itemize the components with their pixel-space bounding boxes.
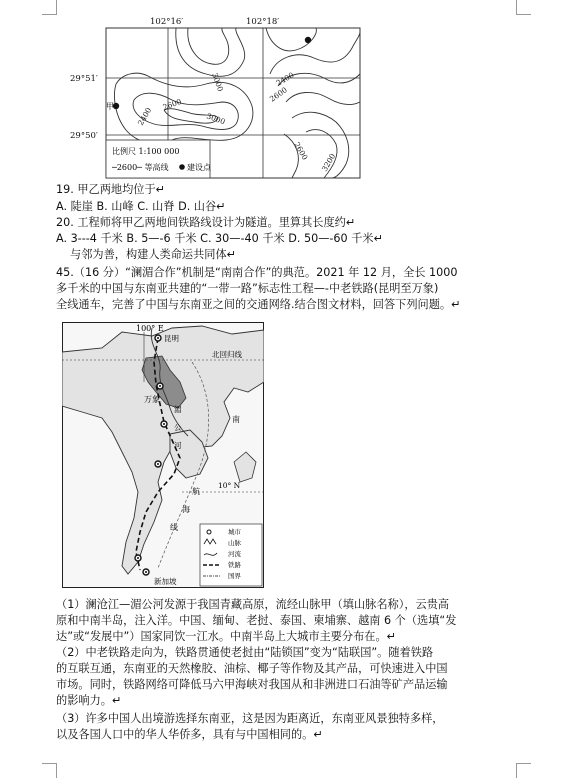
longitude-label: 102°18′ [246, 17, 280, 27]
contour-label: 2400 [274, 70, 296, 88]
answer-1-line: 原和中南半岛，注入洋。中国、缅甸、老挝、泰国、柬埔寨、越南 6 个（选填“发 [56, 614, 457, 627]
latitude-label: 29°50′ [70, 131, 98, 141]
crop-mark-top-left [42, 0, 57, 15]
answer-1-line: （1）澜沧江—湄公河发源于我国青藏高原，流经山脉甲（填山脉名称），云贵高 [56, 598, 450, 611]
topographic-map [56, 14, 366, 182]
contour-label: 2400 [135, 105, 154, 127]
parallel-label: 10° N [218, 481, 241, 490]
legend-site: 建设点 [187, 163, 211, 172]
question-20-options: A. 3---4 千米 B. 5—-6 千米 C. 30—-40 千米 D. 50—-60 千米↵ [56, 232, 383, 245]
question-19: 19. 甲乙两地均位于↵ [56, 183, 166, 196]
crop-mark-top-right [516, 0, 531, 15]
legend-box [106, 140, 210, 178]
answer-3-line: 以及各国人口中的华人华侨多，具有与中国相同的。↵ [56, 728, 323, 741]
answer-2-line: （2）中老铁路走向为，铁路贯通使老挝由“陆锁国”变为“陆联国”。随着铁路 [56, 646, 434, 659]
southeast-asia-map [62, 322, 264, 588]
answer-2-line: 市场。同时，铁路网络可降低马六甲海峡对我国从和非洲进口石油等矿产品运输 [56, 678, 448, 691]
legend-item: 国界 [228, 572, 241, 580]
crop-mark-bottom-right [516, 763, 531, 778]
meridian-label: 100° E [136, 324, 164, 333]
latitude-label: 29°51′ [70, 74, 98, 84]
sea-label: 航 [192, 487, 200, 496]
singapore-label: 新加坡 [154, 577, 177, 586]
question-45-line: 多千米的中国与东南亚共建的“一带一路”标志性工程—-中老铁路(昆明至万象) [56, 282, 439, 295]
answer-2-line: 的影响力。↵ [56, 694, 122, 707]
answer-3-line: （3）许多中国人出境游选择东南亚，这是因为距离近，东南亚风景独特多样， [56, 712, 444, 725]
scale-label: 比例尺 1:100 000 [112, 147, 180, 156]
legend-site-icon [179, 164, 185, 170]
sea-label: 线 [170, 523, 178, 532]
answer-1-line: 达”或“发展中”）国家同饮一江水。中南半岛上大城市主要分布在。↵ [56, 630, 397, 643]
crop-mark-bottom-left [42, 763, 57, 778]
contour-label: 3000 [205, 111, 227, 127]
legend-item: 河流 [228, 550, 241, 558]
contour-label: 2600 [292, 140, 310, 162]
question-45-line: 全线通车，完善了中国与东南亚之间的交通网络.结合图文材料，回答下列问题。↵ [56, 298, 461, 311]
river-label: 河 [174, 441, 182, 450]
river-label: 湄 [174, 405, 182, 414]
sea-label: 南 [232, 415, 240, 424]
place-label-jia: 甲 [106, 102, 114, 111]
legend-item: 山脉 [228, 539, 241, 547]
legend-city-icon [207, 530, 211, 534]
tropic-label: 北回归线 [212, 350, 242, 359]
section-heading: 与邻为善，构建人类命运共同体↵ [70, 248, 236, 261]
question-19-options: A. 陡崖 B. 山峰 C. 山脊 D. 山谷↵ [56, 200, 226, 213]
contour-label: 2600 [161, 96, 183, 112]
legend-contour: ─2600─ 等高线 [112, 163, 169, 172]
legend-item: 城市 [228, 528, 241, 536]
contour-label: 2600 [267, 85, 289, 104]
contour-label: 3000 [210, 71, 226, 93]
question-20: 20. 工程师将甲乙两地间铁路线设计为隧道。里算其长度约↵ [56, 216, 356, 229]
river-label: 公 [174, 423, 182, 432]
site-point-yi [305, 37, 311, 43]
longitude-label: 102°16′ [150, 17, 184, 27]
question-45-line: 45.（16 分）“澜湄合作”机制是“南南合作”的典范。2021 年 12 月，全长 1000 [56, 266, 458, 279]
contour-label: 3200 [319, 151, 338, 173]
legend-item: 铁路 [228, 561, 241, 569]
kunming-label: 昆明 [164, 334, 179, 343]
vientiane-label: 万象 [144, 395, 160, 404]
answer-2-line: 的互联互通，东南亚的天然橡胶、油棕、椰子等作物及其产品，可快速进入中国 [56, 662, 448, 675]
sea-label: 海 [182, 505, 190, 514]
